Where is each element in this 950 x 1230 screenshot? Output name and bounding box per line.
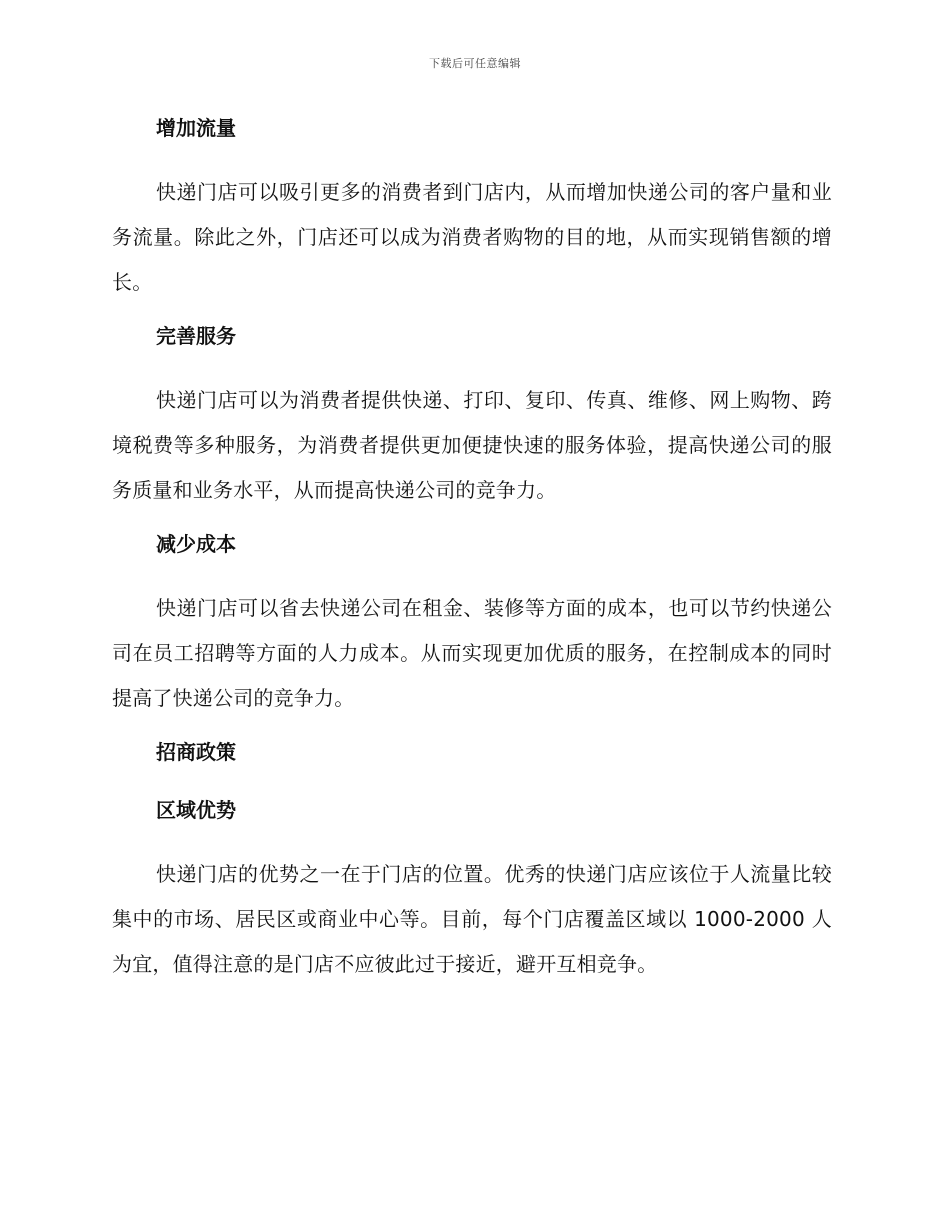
heading-investment-policy: 招商政策 [156, 740, 236, 764]
heading-regional-advantage: 区域优势 [156, 798, 236, 822]
paragraph-increase-traffic: 快递门店可以吸引更多的消费者到门店内，从而增加快递公司的客户量和业务流量。除此之外，门店还可以成为消费者购物的目的地，从而实现销售额的增长。 [112, 180, 832, 294]
header-note: 下载后可任意编辑 [429, 57, 521, 70]
paragraph-improve-service: 快递门店可以为消费者提供快递、打印、复印、传真、维修、网上购物、跨境税费等多种服务，为消费者提供更加便捷快速的服务体验，提高快递公司的服务质量和业务水平，从而提高快递公司的竞争力。 [112, 388, 832, 502]
heading-reduce-cost: 减少成本 [156, 532, 236, 556]
heading-improve-service: 完善服务 [156, 324, 236, 348]
heading-increase-traffic: 增加流量 [156, 116, 236, 140]
paragraph-regional-advantage: 快递门店的优势之一在于门店的位置。优秀的快递门店应该位于人流量比较集中的市场、居民区或商业中心等。目前，每个门店覆盖区域以 1000-2000 人为宜，值得注意的是门店不应彼此过于接近，避开互相竞争。 [112, 862, 832, 976]
paragraph-reduce-cost: 快递门店可以省去快递公司在租金、装修等方面的成本，也可以节约快递公司在员工招聘等方面的人力成本。从而实现更加优质的服务，在控制成本的同时提高了快递公司的竞争力。 [112, 596, 832, 710]
document-body [112, 112, 832, 1002]
